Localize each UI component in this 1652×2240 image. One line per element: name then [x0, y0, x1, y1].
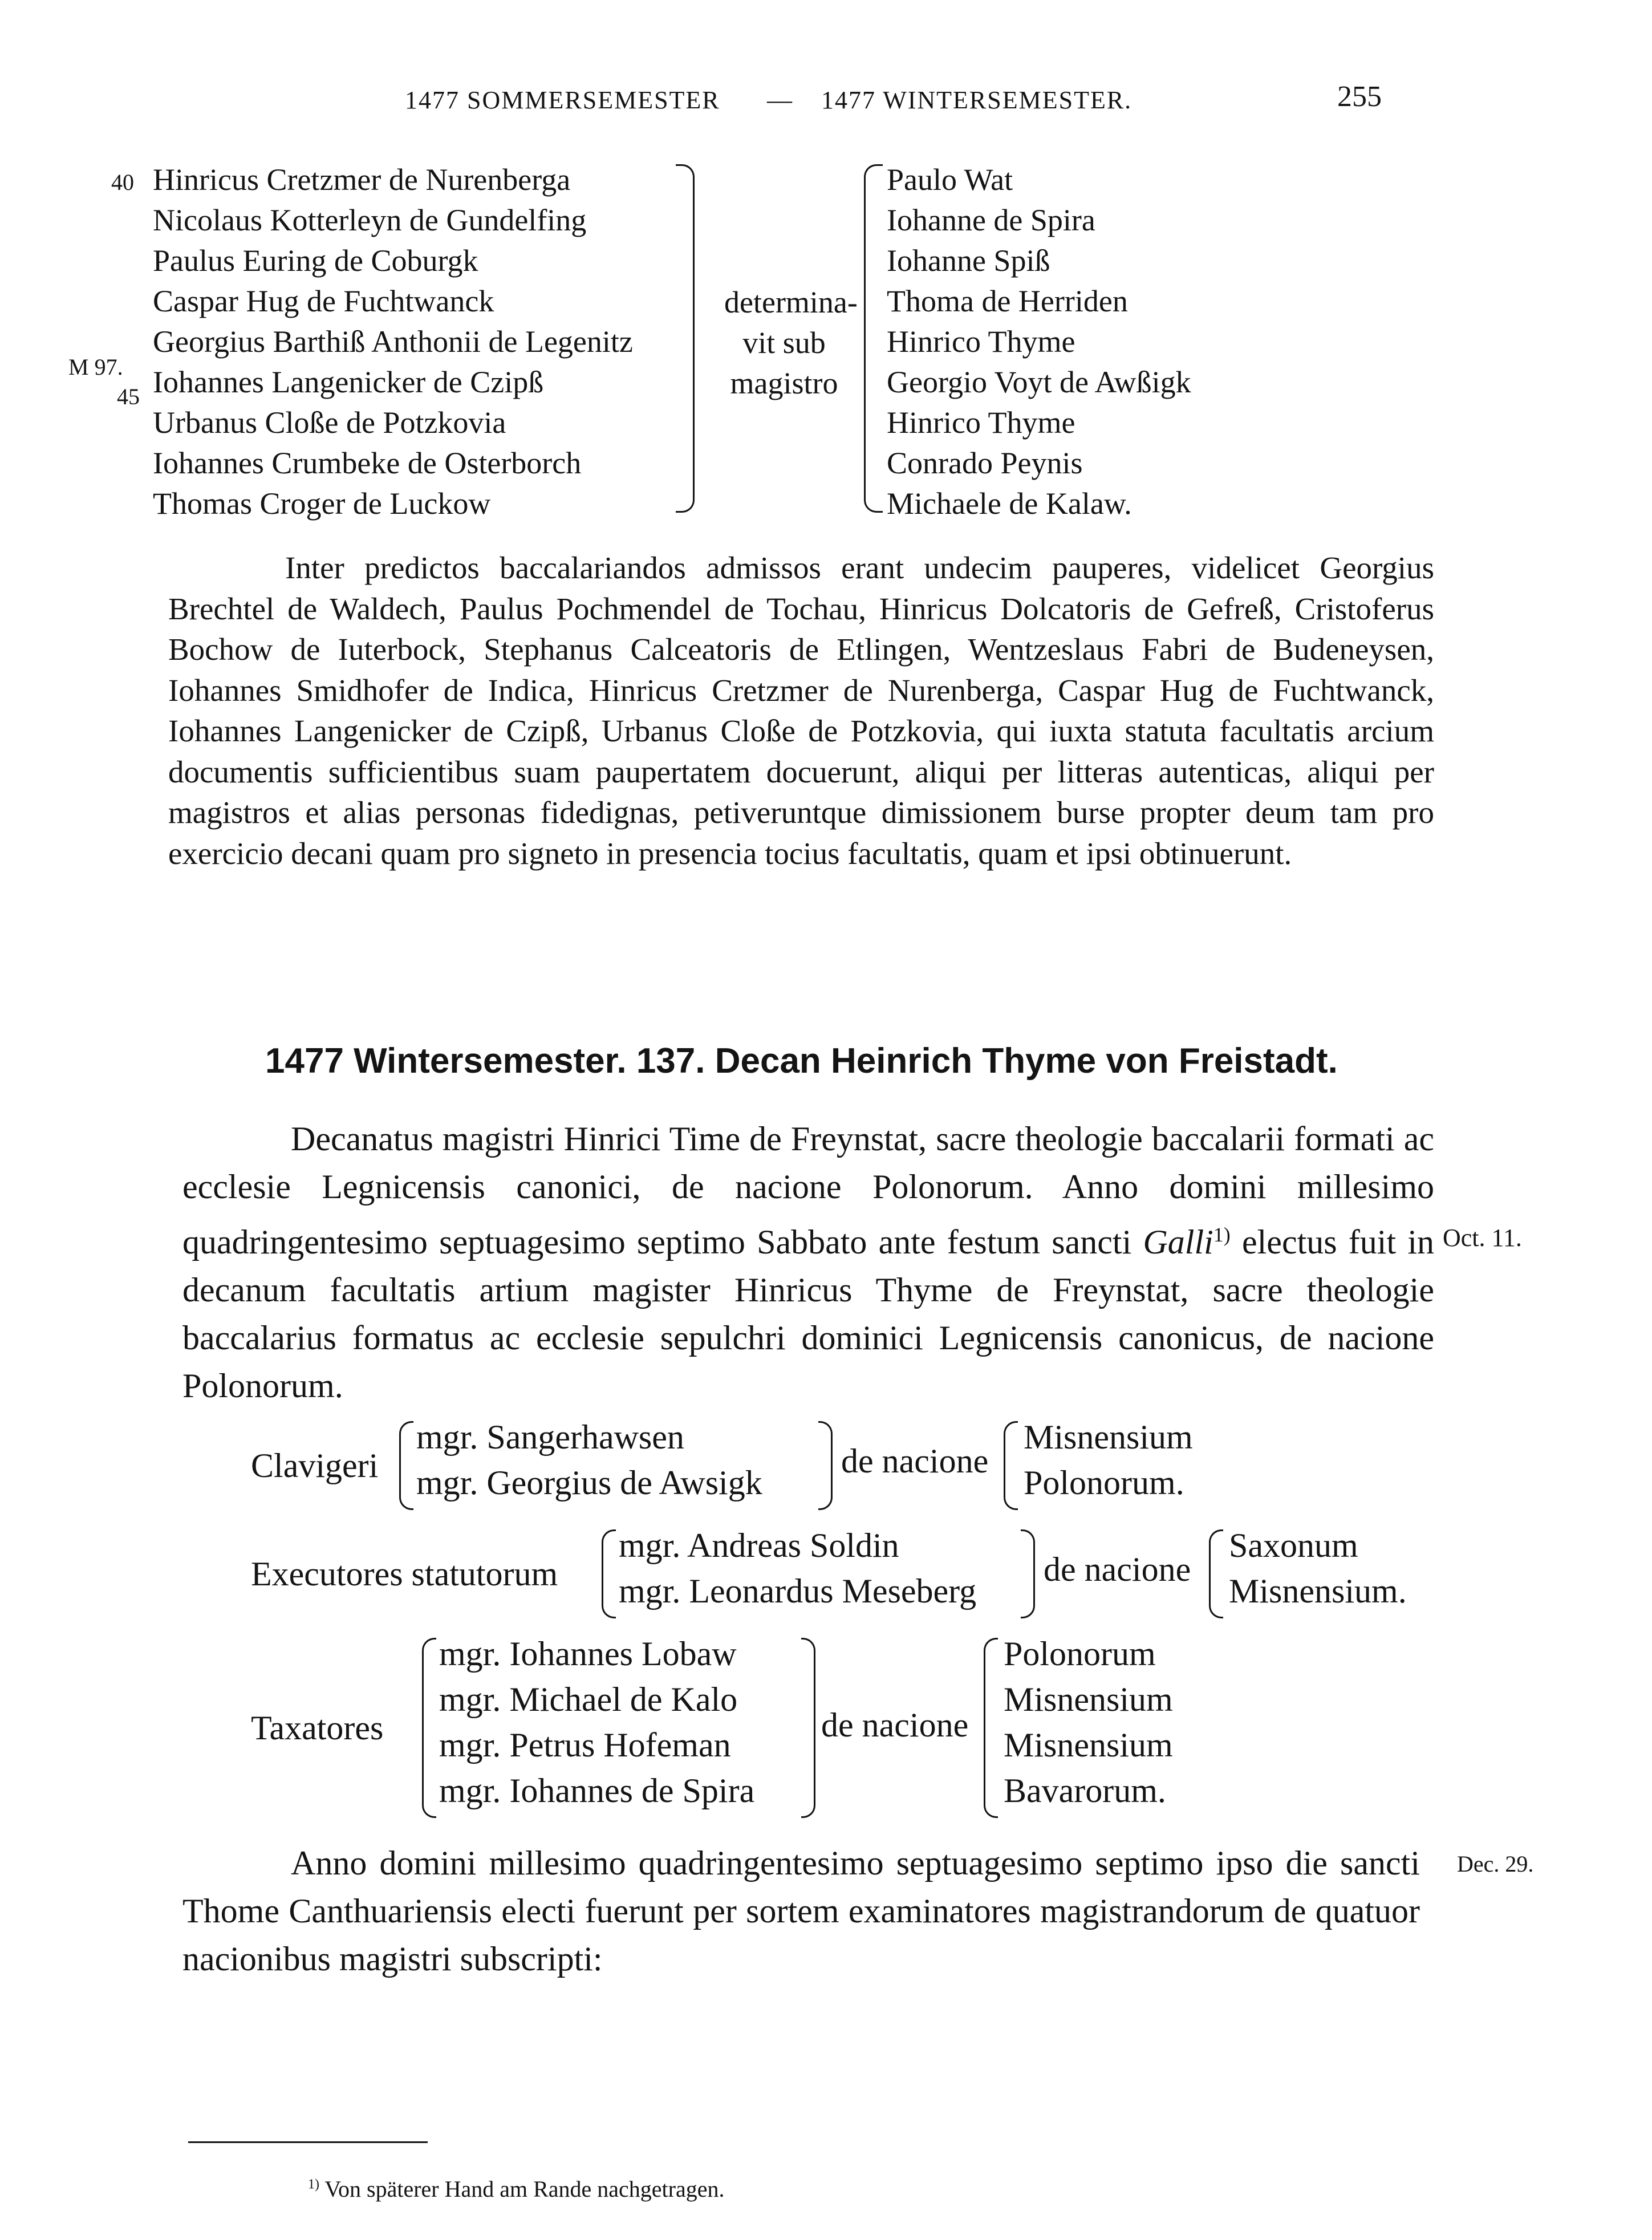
- running-head-left: 1477 SOMMERSEMESTER: [405, 86, 720, 114]
- determinavit-label: determina- vit sub magistro: [724, 285, 858, 400]
- list-item: Michaele de Kalaw.: [887, 486, 1132, 521]
- executores-names: mgr. Andreas Soldin mgr. Leonardus Meseberg: [619, 1527, 977, 1610]
- taxatores-names: mgr. Iohannes Lobaw mgr. Michael de Kalo mgr. Petrus Hofeman mgr. Iohannes de Spira: [439, 1635, 755, 1809]
- executores-nation-brace: [1209, 1529, 1223, 1618]
- executores-de-nacione: de nacione: [1044, 1551, 1191, 1588]
- taxatores-nations: Polonorum Misnensium Misnensium Bavarorum.: [1004, 1635, 1173, 1809]
- decanatus-paragraph: Decanatus magistri Hinrici Time de Freynstat, sacre theologie baccalarii formati ac ecclesie Legnicensis canonici, de nacione Polonorum. Anno domini millesimo quadringentesimo septuagesimo septimo Sabbato ante festum sancti Galli$^{1)}$ electus fuit in decanum facultatis artium magister Hinricus Thyme de Freynstat, sacre theologie baccalarius formatus ac ecclesie sepulchri dominici Legnicensis canonicus, de nacione Polonorum.: [182, 1120, 1434, 1405]
- list-item: Iohannes Langenicker de Czipß: [153, 365, 544, 399]
- candidate-list: [153, 160, 633, 524]
- executores-brace-left: [602, 1529, 616, 1618]
- clavigeri-de-nacione: de nacione: [841, 1442, 989, 1480]
- footnote-reference: 1): [1213, 1223, 1231, 1246]
- galli-italic: Galli: [1143, 1223, 1213, 1261]
- taxatores-nation-brace: [984, 1638, 998, 1818]
- list-item: Caspar Hug de Fuchtwanck: [153, 284, 494, 318]
- footnote: [308, 2176, 725, 2202]
- list-item: Conrado Peynis: [887, 446, 1083, 480]
- margin-date-dec: Dec. 29.: [1457, 1851, 1534, 1877]
- taxatores-label: Taxatores: [251, 1709, 384, 1747]
- list-item: Thomas Croger de Luckow: [153, 486, 491, 521]
- list-item: Iohannes Crumbeke de Osterborch: [153, 446, 582, 480]
- list-item: Hinrico Thyme: [887, 324, 1075, 359]
- taxatores-de-nacione: de nacione: [821, 1706, 969, 1744]
- executores-label: Executores statutorum: [251, 1555, 558, 1593]
- footnote-rule: [188, 2141, 428, 2143]
- section-heading: 1477 Wintersemester. 137. Decan Heinrich Thyme von Freistadt.: [265, 1041, 1338, 1081]
- clavigeri-brace-left: [399, 1421, 413, 1510]
- taxatores-brace-right: [801, 1638, 815, 1818]
- magistri-brace: [864, 164, 883, 513]
- margin-line-number-40: 40: [111, 169, 134, 195]
- footnote-text: Von späterer Hand am Rande nachgetragen.: [324, 2176, 725, 2202]
- list-item: Georgio Voyt de Awßigk: [887, 365, 1191, 399]
- clavigeri-nations: Misnensium Polonorum.: [1024, 1418, 1193, 1502]
- running-head-dash: —: [767, 86, 793, 114]
- margin-date-oct: Oct. 11.: [1443, 1224, 1522, 1252]
- magistri-list: [887, 160, 1191, 524]
- running-head-right: 1477 WINTERSEMESTER.: [821, 86, 1133, 114]
- margin-line-number-45: 45: [117, 384, 140, 409]
- closing-paragraph: Anno domini millesimo quadringentesimo septuagesimo septimo ipso die sancti Thome Canthuariensis electi fuerunt per sortem examinatores magistrandorum de quatuor nacionibus magistri subscripti:: [182, 1844, 1420, 1978]
- paupers-paragraph: Inter predictos baccalariandos admissos erant undecim pauperes, videlicet Georgius Brechtel de Waldech, Paulus Pochmendel de Tochau, Hinricus Dolcatoris de Gefreß, Cristoferus Bochow de Iuterbock, Stephanus Calceatoris de Etlingen, Wentzeslaus Fabri de Budeneysen, Iohannes Smidhofer de Indica, Hinricus Cretzmer de Nurenberga, Caspar Hug de Fuchtwanck, Iohannes Langenicker de Czipß, Urbanus Cloße de Potzkovia, qui iuxta statuta facultatis arcium documentis sufficientibus suam paupertatem docuerunt, aliqui per litteras autenticas, aliqui per magistros et alias personas fidedignas, petiveruntque dimissionem burse propter deum tam pro exercicio decani quam pro signeto in presencia tocius facultatis, quam et ipsi obtinuerunt.: [168, 550, 1434, 871]
- list-item: Hinricus Cretzmer de Nurenberga: [153, 163, 571, 197]
- clavigeri-nation-brace: [1004, 1421, 1018, 1510]
- clavigeri-label: Clavigeri: [251, 1447, 379, 1484]
- list-item: Urbanus Cloße de Potzkovia: [153, 405, 506, 440]
- page-number: 255: [1337, 80, 1382, 113]
- list-item: Hinrico Thyme: [887, 405, 1075, 440]
- list-item: Georgius Barthiß Anthonii de Legenitz: [153, 324, 633, 359]
- executores-brace-right: [1021, 1529, 1035, 1618]
- margin-reference-m97: M 97.: [68, 354, 123, 380]
- list-item: Nicolaus Kotterleyn de Gundelfing: [153, 203, 587, 237]
- footnote-mark: 1): [308, 2177, 319, 2192]
- list-item: Paulus Euring de Coburgk: [153, 244, 478, 278]
- executores-nations: Saxonum Misnensium.: [1229, 1527, 1407, 1610]
- clavigeri-names: mgr. Sangerhawsen mgr. Georgius de Awsigk: [416, 1418, 762, 1502]
- list-item: Iohanne de Spira: [887, 203, 1095, 237]
- list-item: Iohanne Spiß: [887, 244, 1050, 278]
- clavigeri-brace-right: [818, 1421, 833, 1510]
- list-item: Paulo Wat: [887, 163, 1013, 197]
- list-item: Thoma de Herriden: [887, 284, 1128, 318]
- taxatores-brace-left: [422, 1638, 436, 1818]
- candidate-brace: [676, 164, 695, 513]
